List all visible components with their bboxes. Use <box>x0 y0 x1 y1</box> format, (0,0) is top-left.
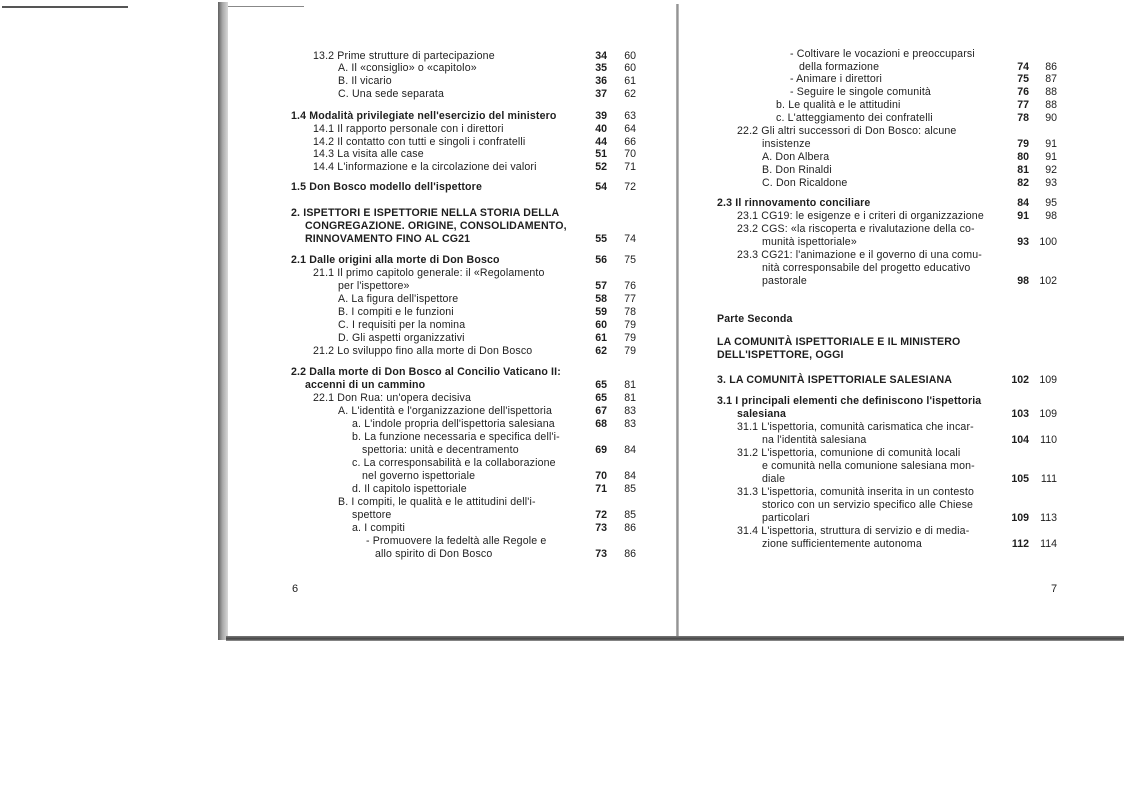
toc-entry-original-page-number: 91 <box>1045 151 1057 163</box>
toc-entry-original-page-number: 88 <box>1045 99 1057 111</box>
toc-entry-original-page-number: 98 <box>1045 210 1057 222</box>
toc-entry-page-number: 102 <box>1011 374 1029 386</box>
toc-entry-page-number: 65 <box>595 392 607 404</box>
toc-entry-text: - Animare i direttori <box>790 73 883 85</box>
toc-entry-page-number: 71 <box>595 483 607 495</box>
toc-entry-page-number: 105 <box>1011 473 1029 485</box>
toc-entry-text: accenni di un cammino <box>305 379 426 391</box>
toc-entry-original-page-number: 87 <box>1045 73 1057 85</box>
toc-entry-original-page-number: 84 <box>624 444 636 456</box>
toc-entry-text: c. La corresponsabilità e la collaborazione <box>352 457 556 469</box>
toc-entry-text: 14.1 Il rapporto personale con i direttori <box>313 123 504 135</box>
toc-entry-page-number: 51 <box>595 148 607 160</box>
toc-entry-text: storico con un servizio specifico alle Chiese <box>762 499 974 511</box>
toc-entry-page-number: 35 <box>595 62 607 74</box>
toc-entry-page-number: 103 <box>1011 408 1029 420</box>
toc-entry-original-page-number: 77 <box>624 293 636 305</box>
toc-entry-text: e comunità nella comunione salesiana mon- <box>762 460 975 472</box>
toc-entry-page-number: 44 <box>595 136 607 148</box>
toc-entry-text: C. I requisiti per la nomina <box>338 319 466 331</box>
toc-entry-text: zione sufficientemente autonoma <box>762 538 922 550</box>
toc-entry-text: 21.2 Lo sviluppo fino alla morte di Don Bosco <box>313 345 533 357</box>
toc-entry-page-number: 93 <box>1017 236 1029 248</box>
toc-entry-text: LA COMUNITÀ ISPETTORIALE E IL MINISTERO <box>717 336 961 348</box>
toc-entry-text: DELL'ISPETTORE, OGGI <box>717 349 844 361</box>
toc-entry-original-page-number: 61 <box>624 75 636 87</box>
toc-entry-page-number: 69 <box>595 444 607 456</box>
toc-entry-original-page-number: 86 <box>624 548 636 560</box>
book-gutter <box>676 4 679 636</box>
toc-entry-page-number: 80 <box>1017 151 1029 163</box>
toc-entry-text: RINNOVAMENTO FINO AL CG21 <box>305 233 471 245</box>
toc-entry-text: allo spirito di Don Bosco <box>375 548 493 560</box>
toc-entry-text: 23.3 CG21: l'animazione e il governo di una comu- <box>737 249 982 261</box>
toc-entry-text: diale <box>762 473 786 485</box>
toc-entry-page-number: 79 <box>1017 138 1029 150</box>
toc-entry-text: 14.3 La visita alle case <box>313 148 424 160</box>
toc-entry-original-page-number: 84 <box>624 470 636 482</box>
toc-entry-text: D. Gli aspetti organizzativi <box>338 332 465 344</box>
toc-entry-text: nità corresponsabile del progetto educativo <box>762 262 971 274</box>
toc-entry-original-page-number: 114 <box>1040 538 1057 550</box>
toc-entry-text: 1.4 Modalità privilegiate nell'esercizio del ministero <box>291 110 557 122</box>
toc-entry-text: d. Il capitolo ispettoriale <box>352 483 467 495</box>
toc-entry-text: 14.4 L'informazione e la circolazione dei valori <box>313 161 537 173</box>
toc-entry-original-page-number: 79 <box>624 332 636 344</box>
toc-entry-text: particolari <box>762 512 810 524</box>
left-page-number: 6 <box>292 583 299 595</box>
toc-entry-text: per l'ispettore» <box>338 280 410 292</box>
toc-entry-original-page-number: 60 <box>624 50 636 62</box>
toc-entry-original-page-number: 64 <box>624 123 636 135</box>
toc-entry-text: munità ispettoriale» <box>762 236 857 248</box>
toc-entry-page-number: 59 <box>595 306 607 318</box>
toc-entry-original-page-number: 88 <box>1045 86 1057 98</box>
toc-entry-original-page-number: 93 <box>1045 177 1057 189</box>
toc-entry-page-number: 36 <box>595 75 607 87</box>
toc-entry-original-page-number: 113 <box>1040 512 1057 524</box>
toc-entry-text: b. Le qualità e le attitudini <box>776 99 901 111</box>
toc-entry-original-page-number: 81 <box>624 379 636 391</box>
toc-entry-page-number: 40 <box>595 123 607 135</box>
right-page-number: 7 <box>1051 583 1058 595</box>
toc-entry-page-number: 72 <box>595 509 607 521</box>
toc-entry-text: - Promuovere la fedeltà alle Regole e <box>366 535 547 547</box>
toc-entry-original-page-number: 78 <box>624 306 636 318</box>
toc-entry-original-page-number: 60 <box>624 62 636 74</box>
toc-entry-text: 3. LA COMUNITÀ ISPETTORIALE SALESIANA <box>717 374 953 386</box>
toc-entry-original-page-number: 102 <box>1039 275 1057 287</box>
toc-entry-text: A. Il «consiglio» o «capitolo» <box>338 62 477 74</box>
toc-entry-page-number: 39 <box>595 110 607 122</box>
toc-entry-text: 2.1 Dalle origini alla morte di Don Bosco <box>291 254 500 266</box>
toc-entry-original-page-number: 86 <box>624 522 636 534</box>
toc-entry-page-number: 70 <box>595 470 607 482</box>
toc-entry-text: della formazione <box>799 61 880 73</box>
toc-entry-page-number: 58 <box>595 293 607 305</box>
toc-entry-text: insistenze <box>762 138 811 150</box>
toc-entry-text: 31.1 L'ispettoria, comunità carismatica che incar- <box>737 421 974 433</box>
toc-entry-page-number: 57 <box>595 280 607 292</box>
toc-entry-page-number: 78 <box>1017 112 1029 124</box>
toc-entry-page-number: 68 <box>595 418 607 430</box>
toc-entry-page-number: 67 <box>595 405 607 417</box>
toc-entry-text: 23.2 CGS: «la riscoperta e rivalutazione della co- <box>737 223 975 235</box>
toc-entry-text: 21.1 Il primo capitolo generale: il «Regolamento <box>313 267 545 279</box>
toc-entry-text: CONGREGAZIONE. ORIGINE, CONSOLIDAMENTO, <box>305 220 567 232</box>
toc-entry-original-page-number: 90 <box>1045 112 1057 124</box>
toc-entry-text: 2.3 Il rinnovamento conciliare <box>717 197 871 209</box>
toc-entry-original-page-number: 92 <box>1045 164 1057 176</box>
toc-entry-original-page-number: 83 <box>624 418 636 430</box>
toc-entry-text: b. La funzione necessaria e specifica dell'i- <box>352 431 560 443</box>
toc-entry-text: A. L'identità e l'organizzazione dell'ispettoria <box>338 405 553 417</box>
toc-entry-original-page-number: 76 <box>624 280 636 292</box>
toc-entry-text: 14.2 Il contatto con tutti e singoli i confratelli <box>313 136 526 148</box>
toc-entry-text: 3.1 I principali elementi che definiscono l'ispettoria <box>717 395 982 407</box>
toc-entry-page-number: 75 <box>1017 73 1029 85</box>
toc-entry-page-number: 82 <box>1017 177 1029 189</box>
toc-entry-page-number: 76 <box>1017 86 1029 98</box>
toc-entry-text: - Seguire le singole comunità <box>790 86 931 98</box>
toc-entry-text: 1.5 Don Bosco modello dell'ispettore <box>291 181 482 193</box>
toc-entry-original-page-number: 86 <box>1045 61 1057 73</box>
toc-entry-text: - Coltivare le vocazioni e preoccuparsi <box>790 48 975 60</box>
toc-entry-original-page-number: 95 <box>1045 197 1057 209</box>
toc-entry-page-number: 77 <box>1017 99 1029 111</box>
toc-entry-original-page-number: 81 <box>624 392 636 404</box>
toc-entry-page-number: 52 <box>595 161 607 173</box>
toc-entry-text: A. La figura dell'ispettore <box>338 293 459 305</box>
toc-entry-text: 31.2 L'ispettoria, comunione di comunità locali <box>737 447 961 459</box>
toc-entry-original-page-number: 109 <box>1039 408 1057 420</box>
toc-entry-text: Parte Seconda <box>717 313 793 325</box>
toc-entry-original-page-number: 83 <box>624 405 636 417</box>
toc-entry-text: 2.2 Dalla morte di Don Bosco al Concilio Vaticano II: <box>291 366 561 378</box>
toc-entry-original-page-number: 91 <box>1045 138 1057 150</box>
toc-entry-page-number: 73 <box>595 548 607 560</box>
toc-entry-original-page-number: 75 <box>624 254 636 266</box>
toc-entry-page-number: 91 <box>1017 210 1029 222</box>
toc-entry-text: C. Don Ricaldone <box>762 177 848 189</box>
toc-entry-text: B. I compiti e le funzioni <box>338 306 454 318</box>
toc-entry-page-number: 62 <box>595 345 607 357</box>
toc-entry-text: pastorale <box>762 275 807 287</box>
toc-entry-page-number: 74 <box>1017 61 1029 73</box>
toc-entry-text: nel governo ispettoriale <box>362 470 476 482</box>
toc-entry-original-page-number: 100 <box>1039 236 1057 248</box>
toc-entry-original-page-number: 85 <box>624 509 636 521</box>
toc-entry-text: spettoria: unità e decentramento <box>362 444 519 456</box>
toc-entry-original-page-number: 85 <box>624 483 636 495</box>
toc-entry-text: a. I compiti <box>352 522 406 534</box>
toc-entry-page-number: 84 <box>1017 197 1029 209</box>
toc-entry-text: 2. ISPETTORI E ISPETTORIE NELLA STORIA DELLA <box>291 207 560 219</box>
toc-entry-text: 22.1 Don Rua: un'opera decisiva <box>313 392 472 404</box>
toc-entry-original-page-number: 110 <box>1040 434 1057 446</box>
toc-entry-page-number: 73 <box>595 522 607 534</box>
toc-entry-text: B. I compiti, le qualità e le attitudini dell'i- <box>338 496 536 508</box>
toc-entry-page-number: 37 <box>595 88 607 100</box>
toc-entry-original-page-number: 79 <box>624 345 636 357</box>
toc-entry-page-number: 98 <box>1017 275 1029 287</box>
toc-entry-page-number: 65 <box>595 379 607 391</box>
toc-entry-text: a. L'indole propria dell'ispettoria salesiana <box>352 418 555 430</box>
toc-entry-text: B. Don Rinaldi <box>762 164 832 176</box>
toc-entry-text: 13.2 Prime strutture di partecipazione <box>313 50 495 62</box>
toc-entry-text: spettore <box>352 509 392 521</box>
page-edge-shadow <box>218 2 228 640</box>
toc-entry-original-page-number: 111 <box>1040 473 1057 485</box>
toc-entry-original-page-number: 70 <box>624 148 636 160</box>
toc-entry-text: 22.2 Gli altri successori di Don Bosco: alcune <box>737 125 957 137</box>
top-rule-mid <box>228 6 304 7</box>
toc-entry-original-page-number: 63 <box>624 110 636 122</box>
toc-entry-page-number: 54 <box>595 181 607 193</box>
toc-entry-page-number: 109 <box>1011 512 1029 524</box>
toc-entry-page-number: 61 <box>595 332 607 344</box>
toc-entry-text: 31.3 L'ispettoria, comunità inserita in un contesto <box>737 486 974 498</box>
toc-entry-page-number: 55 <box>595 233 607 245</box>
toc-entry-original-page-number: 66 <box>624 136 636 148</box>
toc-entry-original-page-number: 109 <box>1039 374 1057 386</box>
toc-entry-original-page-number: 71 <box>624 161 636 173</box>
toc-entry-text: 31.4 L'ispettoria, struttura di servizio e di media- <box>737 525 970 537</box>
toc-entry-page-number: 56 <box>595 254 607 266</box>
toc-entry-page-number: 104 <box>1011 434 1029 446</box>
toc-entry-original-page-number: 79 <box>624 319 636 331</box>
toc-entry-text: 23.1 CG19: le esigenze e i criteri di organizzazione <box>737 210 984 222</box>
bottom-page-edge <box>226 636 1124 641</box>
top-rule-left <box>2 6 128 8</box>
toc-entry-text: B. Il vicario <box>338 75 392 87</box>
toc-entry-page-number: 34 <box>595 50 607 62</box>
toc-entry-page-number: 112 <box>1011 538 1029 550</box>
toc-entry-original-page-number: 74 <box>624 233 636 245</box>
toc-entry-page-number: 81 <box>1017 164 1029 176</box>
toc-entry-text: salesiana <box>737 408 787 420</box>
toc-entry-text: A. Don Albera <box>762 151 830 163</box>
toc-entry-original-page-number: 72 <box>624 181 636 193</box>
toc-entry-page-number: 60 <box>595 319 607 331</box>
toc-entry-original-page-number: 62 <box>624 88 636 100</box>
toc-entry-text: C. Una sede separata <box>338 88 445 100</box>
toc-entry-text: c. L'atteggiamento dei confratelli <box>776 112 933 124</box>
toc-entry-text: na l'identità salesiana <box>762 434 867 446</box>
